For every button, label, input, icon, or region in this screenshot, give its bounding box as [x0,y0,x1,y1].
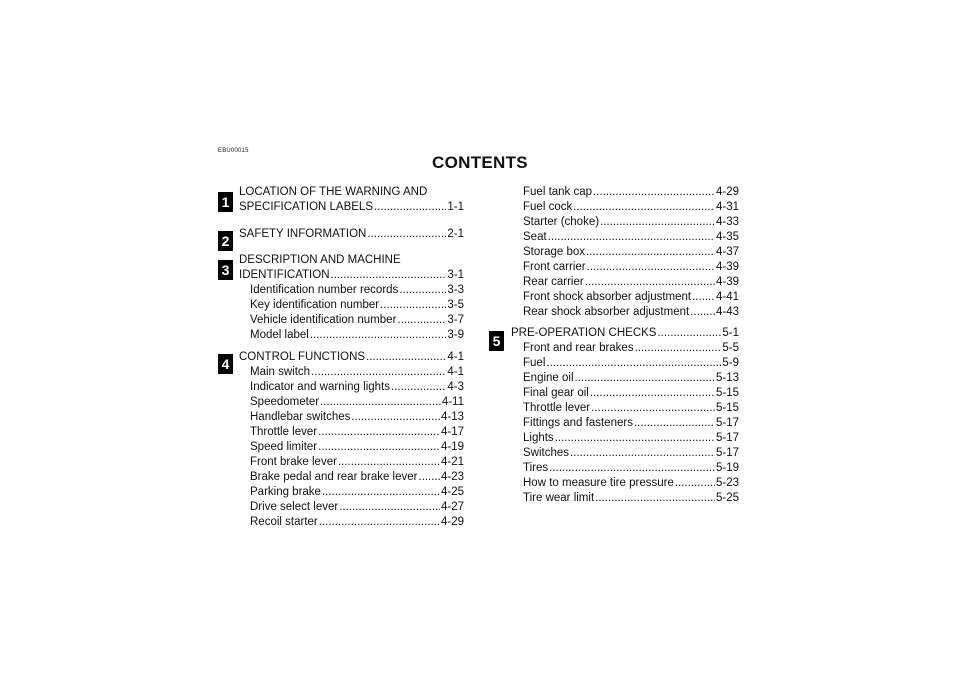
toc-entry-fittings-fasteners[interactable] [523,416,739,431]
toc-entry-label: Main switch [250,366,311,378]
toc-entry-page: 4-43 [715,306,739,318]
leader-dots [586,245,715,260]
toc-entry-label: Identification number records [250,284,399,296]
page-title: CONTENTS [432,153,528,172]
toc-entry-label: Fuel [523,357,546,369]
toc-entry-label: Handlebar switches [250,411,351,423]
toc-entry-page: 4-19 [440,441,464,453]
toc-entry-safety-information[interactable] [239,227,464,242]
toc-entry-page: 5-17 [715,417,739,429]
leader-dots [675,476,715,491]
toc-entry-parking-brake[interactable] [250,485,464,500]
document-code: EBU00015 [218,148,249,154]
toc-entry-label: IDENTIFICATION [239,269,330,281]
toc-entry-page: 4-27 [440,501,464,513]
toc-entry-description-identification[interactable] [239,253,464,283]
toc-entry-main-switch[interactable] [250,365,464,380]
toc-entry-label: Front brake lever [250,456,337,468]
toc-entry-label: Key identification number [250,299,380,311]
toc-entry-page: 5-15 [715,387,739,399]
toc-entry-vehicle-identification-number[interactable] [250,313,464,328]
leader-dots [338,455,440,470]
toc-entry-page: 4-17 [440,426,464,438]
toc-entry-seat[interactable] [523,230,739,245]
toc-entry-label: Fittings and fasteners [523,417,633,429]
toc-entry-label: Engine oil [523,372,574,384]
toc-entry-label: Indicator and warning lights [250,381,390,393]
toc-entry-page: 5-25 [715,492,739,504]
toc-entry-page: 4-41 [715,291,739,303]
toc-entry-front-brake-lever[interactable] [250,455,464,470]
toc-entry-pre-operation-checks[interactable] [511,326,739,341]
toc-entry-label: Fuel cock [523,201,573,213]
toc-entry-page: 4-23 [440,471,464,483]
toc-entry-label-line: LOCATION OF THE WARNING AND [239,186,428,198]
toc-entry-page: 3-3 [447,284,464,296]
leader-dots [399,283,446,298]
toc-entry-label: Starter (choke) [523,216,600,228]
toc-entry-handlebar-switches[interactable] [250,410,464,425]
leader-dots [600,215,715,230]
toc-entry-label: Brake pedal and rear brake lever [250,471,418,483]
toc-entry-final-gear-oil[interactable] [523,386,739,401]
toc-entry-page: 5-5 [722,342,739,354]
toc-entry-label: Speed limiter [250,441,318,453]
leader-dots [397,313,446,328]
leader-dots [690,305,715,320]
toc-entry-page: 4-37 [715,246,739,258]
toc-entry-page: 1-1 [447,201,464,213]
toc-entry-lights[interactable] [523,431,739,446]
toc-entry-key-identification-number[interactable] [250,298,464,313]
toc-entry-storage-box[interactable] [523,245,739,260]
toc-entry-label: PRE-OPERATION CHECKS [511,327,657,339]
toc-entry-page: 4-1 [447,351,464,363]
toc-entry-page: 4-29 [715,186,739,198]
toc-entry-recoil-starter[interactable] [250,515,464,530]
toc-entry-page: 5-1 [722,327,739,339]
toc-entry-drive-select-lever[interactable] [250,500,464,515]
toc-entry-throttle-lever[interactable] [250,425,464,440]
toc-entry-label: Speedometer [250,396,320,408]
toc-entry-label: Front and rear brakes [523,342,634,354]
toc-entry-indicator-warning-lights[interactable] [250,380,464,395]
toc-entry-page: 4-1 [447,366,464,378]
leader-dots [339,500,440,515]
leader-dots [657,326,721,341]
toc-entry-label: Fuel tank cap [523,186,593,198]
toc-entry-page: 3-5 [447,299,464,311]
leader-dots [319,515,440,530]
toc-entry-label: Parking brake [250,486,321,498]
leader-dots [548,230,715,245]
toc-entry-rear-carrier[interactable] [523,275,739,290]
toc-entry-tires[interactable] [523,461,739,476]
toc-entry-front-rear-brakes[interactable] [523,341,739,356]
leader-dots [367,227,446,242]
leader-dots [575,371,715,386]
toc-entry-label: Switches [523,447,570,459]
leader-dots [322,485,440,500]
toc-entry-label: Front shock absorber adjustment [523,291,692,303]
toc-entry-page: 4-11 [441,396,464,408]
toc-entry-control-functions[interactable] [239,350,464,365]
toc-entry-label: Recoil starter [250,516,318,528]
toc-entry-tire-wear-limit[interactable] [523,491,739,506]
toc-entry-fuel-tank-cap[interactable] [523,185,739,200]
leader-dots [318,440,440,455]
leader-dots [331,268,447,283]
section-tab-3: 3 [218,260,233,280]
leader-dots [546,356,721,371]
toc-entry-label: Seat [523,231,547,243]
toc-entry-page: 4-35 [715,231,739,243]
leader-dots [555,431,715,446]
toc-entry-fuel-cock[interactable] [523,200,739,215]
toc-entry-page: 4-33 [715,216,739,228]
leader-dots [593,185,715,200]
toc-entry-page: 4-39 [715,261,739,273]
toc-entry-page: 5-9 [722,357,739,369]
toc-entry-label: SPECIFICATION LABELS [239,201,373,213]
toc-entry-page: 5-15 [715,402,739,414]
toc-entry-label: Throttle lever [523,402,591,414]
leader-dots [692,290,715,305]
leader-dots [366,350,446,365]
toc-entry-label: Rear carrier [523,276,584,288]
toc-entry-page: 4-21 [440,456,464,468]
leader-dots [587,260,715,275]
toc-entry-page: 5-17 [715,432,739,444]
toc-entry-label: Front carrier [523,261,586,273]
toc-entry-label: SAFETY INFORMATION [239,228,367,240]
leader-dots [380,298,446,313]
toc-entry-front-carrier[interactable] [523,260,739,275]
toc-entry-label: How to measure tire pressure [523,477,674,489]
leader-dots [591,401,715,416]
toc-entry-page: 4-25 [440,486,464,498]
leader-dots [549,461,715,476]
toc-entry-page: 3-1 [447,269,464,281]
toc-entry-label: Drive select lever [250,501,339,513]
toc-entry-page: 5-23 [715,477,739,489]
toc-entry-label: Tire wear limit [523,492,595,504]
toc-entry-page: 4-39 [715,276,739,288]
toc-entry-page: 3-7 [447,314,464,326]
toc-entry-label: CONTROL FUNCTIONS [239,351,366,363]
toc-entry-starter-choke[interactable] [523,215,739,230]
toc-entry-label: Vehicle identification number [250,314,397,326]
toc-entry-label: Rear shock absorber adjustment [523,306,690,318]
section-tab-5: 5 [489,331,504,351]
toc-entry-label: Final gear oil [523,387,589,399]
toc-entry-page: 4-29 [440,516,464,528]
section-tab-1: 1 [218,192,233,212]
leader-dots [585,275,715,290]
toc-entry-front-shock-absorber[interactable] [523,290,739,305]
toc-entry-speed-limiter[interactable] [250,440,464,455]
toc-entry-location-of-warning-labels[interactable] [239,185,464,215]
leader-dots [634,416,715,431]
leader-dots [310,328,447,343]
toc-entry-model-label[interactable] [250,328,464,343]
leader-dots [573,200,715,215]
leader-dots [311,365,446,380]
toc-entry-rear-shock-absorber[interactable] [523,305,739,320]
leader-dots [635,341,722,356]
leader-dots [419,470,440,485]
leader-dots [595,491,715,506]
toc-entry-switches[interactable] [523,446,739,461]
leader-dots [590,386,715,401]
toc-entry-page: 4-31 [715,201,739,213]
toc-entry-label: Storage box [523,246,586,258]
toc-entry-label: Model label [250,329,309,341]
toc-entry-speedometer[interactable] [250,395,464,410]
toc-entry-page: 3-9 [447,329,464,341]
toc-entry-label: Tires [523,462,549,474]
toc-entry-page: 4-13 [440,411,464,423]
leader-dots [374,200,446,215]
leader-dots [318,425,440,440]
leader-dots [320,395,441,410]
toc-entry-fuel[interactable] [523,356,739,371]
toc-entry-throttle-lever-check[interactable] [523,401,739,416]
toc-entry-tire-pressure[interactable] [523,476,739,491]
leader-dots [570,446,715,461]
toc-entry-label: Lights [523,432,554,444]
toc-entry-page: 2-1 [447,228,464,240]
section-tab-4: 4 [218,354,233,374]
leader-dots [351,410,440,425]
toc-entry-label-line: DESCRIPTION AND MACHINE [239,254,401,266]
toc-entry-engine-oil[interactable] [523,371,739,386]
toc-entry-page: 4-3 [447,381,464,393]
toc-entry-label: Throttle lever [250,426,318,438]
section-tab-2: 2 [218,231,233,251]
toc-entry-page: 5-17 [715,447,739,459]
toc-entry-brake-pedal-rear-brake-lever[interactable] [250,470,464,485]
toc-entry-page: 5-19 [715,462,739,474]
toc-entry-page: 5-13 [715,372,739,384]
leader-dots [391,380,446,395]
toc-entry-identification-number-records[interactable] [250,283,464,298]
